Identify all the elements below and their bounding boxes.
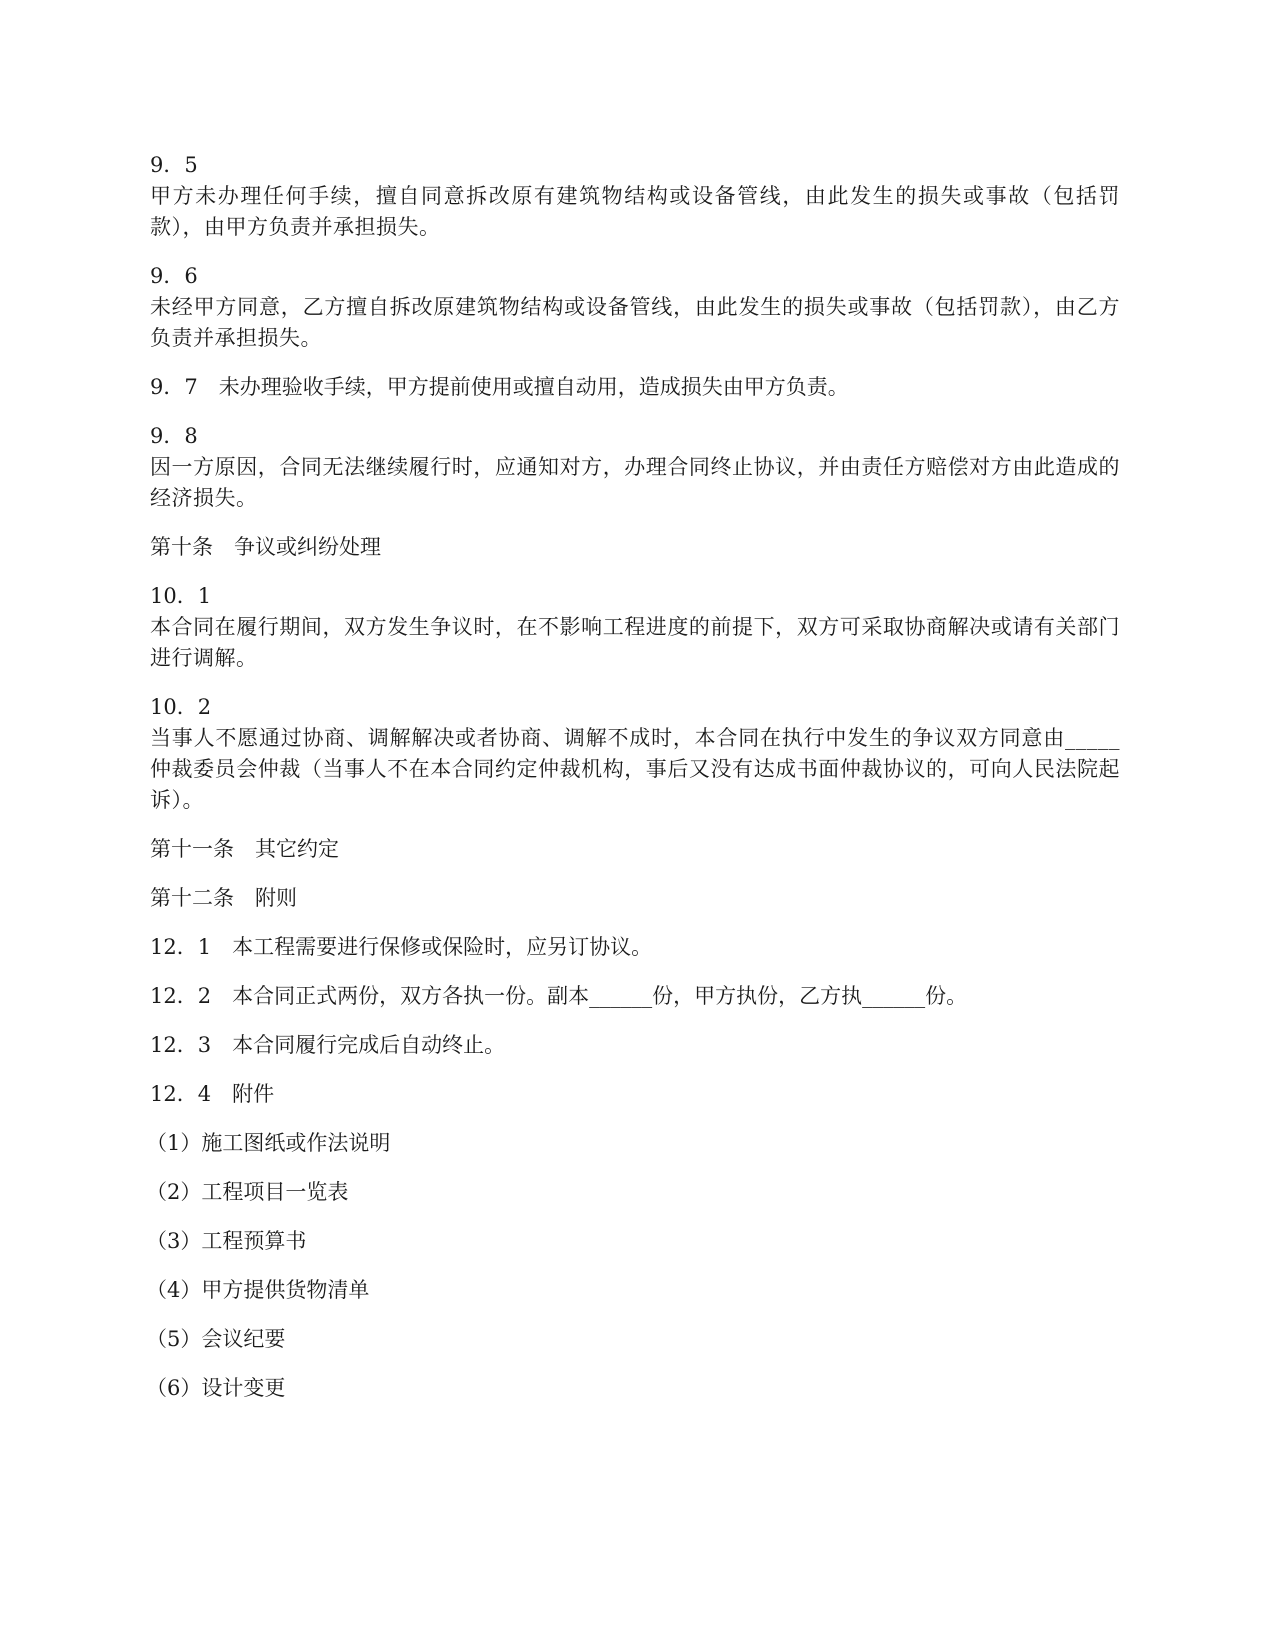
- attachment-item: [146, 1177, 1120, 1208]
- clause-text: 因一方原因，合同无法继续履行时，应通知对方，办理合同终止协议，并由责任方赔偿对方由此造成的经济损失。: [150, 455, 1120, 510]
- document-page: [146, 150, 1120, 1422]
- attachment-item: [146, 1128, 1120, 1159]
- attachment-text: （2）工程项目一览表: [146, 1180, 349, 1204]
- attachment-text: （4）甲方提供货物清单: [146, 1278, 370, 1302]
- attachment-item: [146, 1275, 1120, 1306]
- clause-number: 10．2: [150, 695, 212, 719]
- clause-number: 9．8: [150, 424, 198, 448]
- clause-12-2: [150, 981, 1120, 1012]
- clause-text: 未经甲方同意，乙方擅自拆改原建筑物结构或设备管线，由此发生的损失或事故（包括罚款），由乙方负责并承担损失。: [150, 295, 1120, 350]
- clause-text: 甲方未办理任何手续，擅自同意拆改原有建筑物结构或设备管线，由此发生的损失或事故（包括罚款），由甲方负责并承担损失。: [150, 184, 1120, 239]
- clause-10-1: [150, 581, 1120, 674]
- clause-text: 12．1 本工程需要进行保修或保险时，应另订协议。: [150, 935, 653, 959]
- attachment-item: [146, 1373, 1120, 1404]
- clause-text: 本合同在履行期间，双方发生争议时，在不影响工程进度的前提下，双方可采取协商解决或请有关部门进行调解。: [150, 615, 1120, 670]
- clause-text: 12．4 附件: [150, 1082, 275, 1106]
- clause-text: 当事人不愿通过协商、调解解决或者协商、调解不成时，本合同在执行中发生的争议双方同意由_____仲裁委员会仲裁（当事人不在本合同约定仲裁机构，事后又没有达成书面仲裁协议的，可向人民法院起诉）。: [150, 726, 1120, 812]
- clause-number: 9．6: [150, 264, 198, 288]
- clause-number: 9．5: [150, 153, 198, 177]
- attachment-text: （5）会议纪要: [146, 1327, 286, 1351]
- attachment-item: [146, 1226, 1120, 1257]
- clause-9-7: [150, 372, 1120, 403]
- article-title: 第十二条 附则: [150, 886, 297, 910]
- clause-9-8: [150, 421, 1120, 514]
- clause-number: 10．1: [150, 584, 212, 608]
- clause-12-4: [150, 1079, 1120, 1110]
- attachment-text: （1）施工图纸或作法说明: [146, 1131, 391, 1155]
- attachment-text: （3）工程预算书: [146, 1229, 307, 1253]
- clause-text: 12．3 本合同履行完成后自动终止。: [150, 1033, 506, 1057]
- article-10-heading: [150, 532, 1120, 563]
- clause-12-1: [150, 932, 1120, 963]
- article-12-heading: [150, 883, 1120, 914]
- clause-9-5: [150, 150, 1120, 243]
- article-title: 第十一条 其它约定: [150, 837, 339, 861]
- attachment-text: （6）设计变更: [146, 1376, 286, 1400]
- clause-text: 9．7 未办理验收手续，甲方提前使用或擅自动用，造成损失由甲方负责。: [150, 375, 849, 399]
- clause-9-6: [150, 261, 1120, 354]
- attachment-item: [146, 1324, 1120, 1355]
- clause-10-2: [150, 692, 1120, 816]
- article-title: 第十条 争议或纠纷处理: [150, 535, 381, 559]
- clause-12-3: [150, 1030, 1120, 1061]
- clause-text: 12．2 本合同正式两份，双方各执一份。副本______份，甲方执份，乙方执______份。: [150, 984, 968, 1008]
- article-11-heading: [150, 834, 1120, 865]
